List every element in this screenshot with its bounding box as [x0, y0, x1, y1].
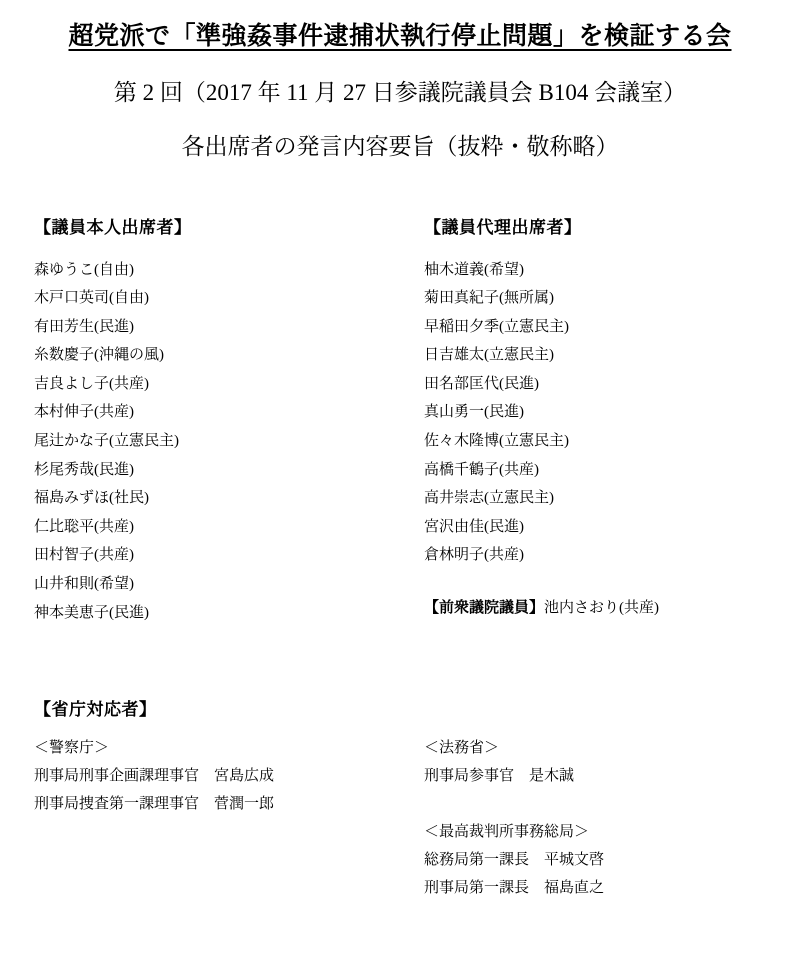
list-item: 倉林明子(共産) — [424, 547, 524, 564]
column-spacer — [424, 790, 800, 818]
list-item: 杉尾秀哉(民進) — [34, 461, 134, 478]
list-item: 真山勇一(民進) — [424, 404, 524, 421]
page-subtitle-summary: 各出席者の発言内容要旨（抜粋・敬称略） — [181, 134, 619, 159]
list-item: 刑事局捜査第一課理事官 菅潤一郎 — [34, 796, 275, 813]
list-item: 田村智子(共産) — [34, 547, 134, 564]
ministries-heading: 【省庁対応者】 — [34, 700, 157, 720]
org-rows-police-agency — [34, 762, 392, 818]
former-member-row — [424, 596, 800, 617]
ministries-right-column — [392, 734, 800, 902]
org-name-police-agency: ＜警察庁＞ — [34, 740, 110, 757]
former-member-label: 【前衆議院議員】 — [424, 600, 545, 617]
list-item: 尾辻かな子(立憲民主) — [34, 433, 179, 450]
org-rows-supreme-court — [424, 846, 800, 902]
attendees-section — [0, 213, 800, 628]
list-item: 菊田真紀子(無所属) — [424, 290, 554, 307]
list-item: 仁比聡平(共産) — [34, 518, 134, 535]
proxies-name-list — [424, 256, 800, 571]
list-item: 早稲田夕季(立憲民主) — [424, 318, 569, 335]
list-item: 刑事局刑事企画課理事官 宮島広成 — [34, 768, 275, 785]
list-item: 刑事局第一課長 福島直之 — [424, 880, 605, 897]
ministries-section — [0, 695, 800, 902]
page-subtitle-session: 第 2 回（2017 年 11 月 27 日参議院議員会 B104 会議室） — [113, 79, 687, 105]
list-item: 木戸口英司(自由) — [34, 290, 149, 307]
list-item: 総務局第一課長 平城文啓 — [424, 852, 605, 869]
list-item: 刑事局参事官 是木誠 — [424, 768, 575, 785]
list-item: 森ゆうこ(自由) — [34, 261, 134, 278]
list-item: 佐々木隆博(立憲民主) — [424, 433, 569, 450]
ministries-left-column — [0, 734, 392, 902]
list-item: 有田芳生(民進) — [34, 318, 134, 335]
proxies-column — [392, 213, 800, 628]
document-header — [0, 0, 800, 165]
proxies-heading: 【議員代理出席者】 — [424, 217, 582, 237]
org-name-supreme-court: ＜最高裁判所事務総局＞ — [424, 824, 590, 841]
list-item: 宮沢由佳(民進) — [424, 518, 524, 535]
list-item: 高橋千鶴子(共産) — [424, 461, 539, 478]
members-name-list — [34, 256, 392, 628]
list-item: 柚木道義(希望) — [424, 261, 524, 278]
list-item: 本村伸子(共産) — [34, 404, 134, 421]
list-item: 高井崇志(立憲民主) — [424, 490, 554, 507]
list-item: 日吉雄太(立憲民主) — [424, 347, 554, 364]
org-rows-ministry-of-justice — [424, 762, 800, 790]
list-item: 糸数慶子(沖縄の風) — [34, 347, 164, 364]
page-title: 超党派で「準強姦事件逮捕状執行停止問題」を検証する会 — [68, 23, 732, 50]
list-item: 神本美恵子(民進) — [34, 604, 149, 621]
members-heading: 【議員本人出席者】 — [34, 217, 192, 237]
org-name-ministry-of-justice: ＜法務省＞ — [424, 740, 500, 757]
members-column — [0, 213, 392, 628]
former-member-name: 池内さおり(共産) — [544, 600, 660, 617]
list-item: 山井和則(希望) — [34, 576, 134, 593]
list-item: 田名部匡代(民進) — [424, 375, 539, 392]
ministries-columns — [0, 734, 800, 902]
list-item: 福島みずほ(社民) — [34, 490, 149, 507]
list-item: 吉良よし子(共産) — [34, 375, 149, 392]
